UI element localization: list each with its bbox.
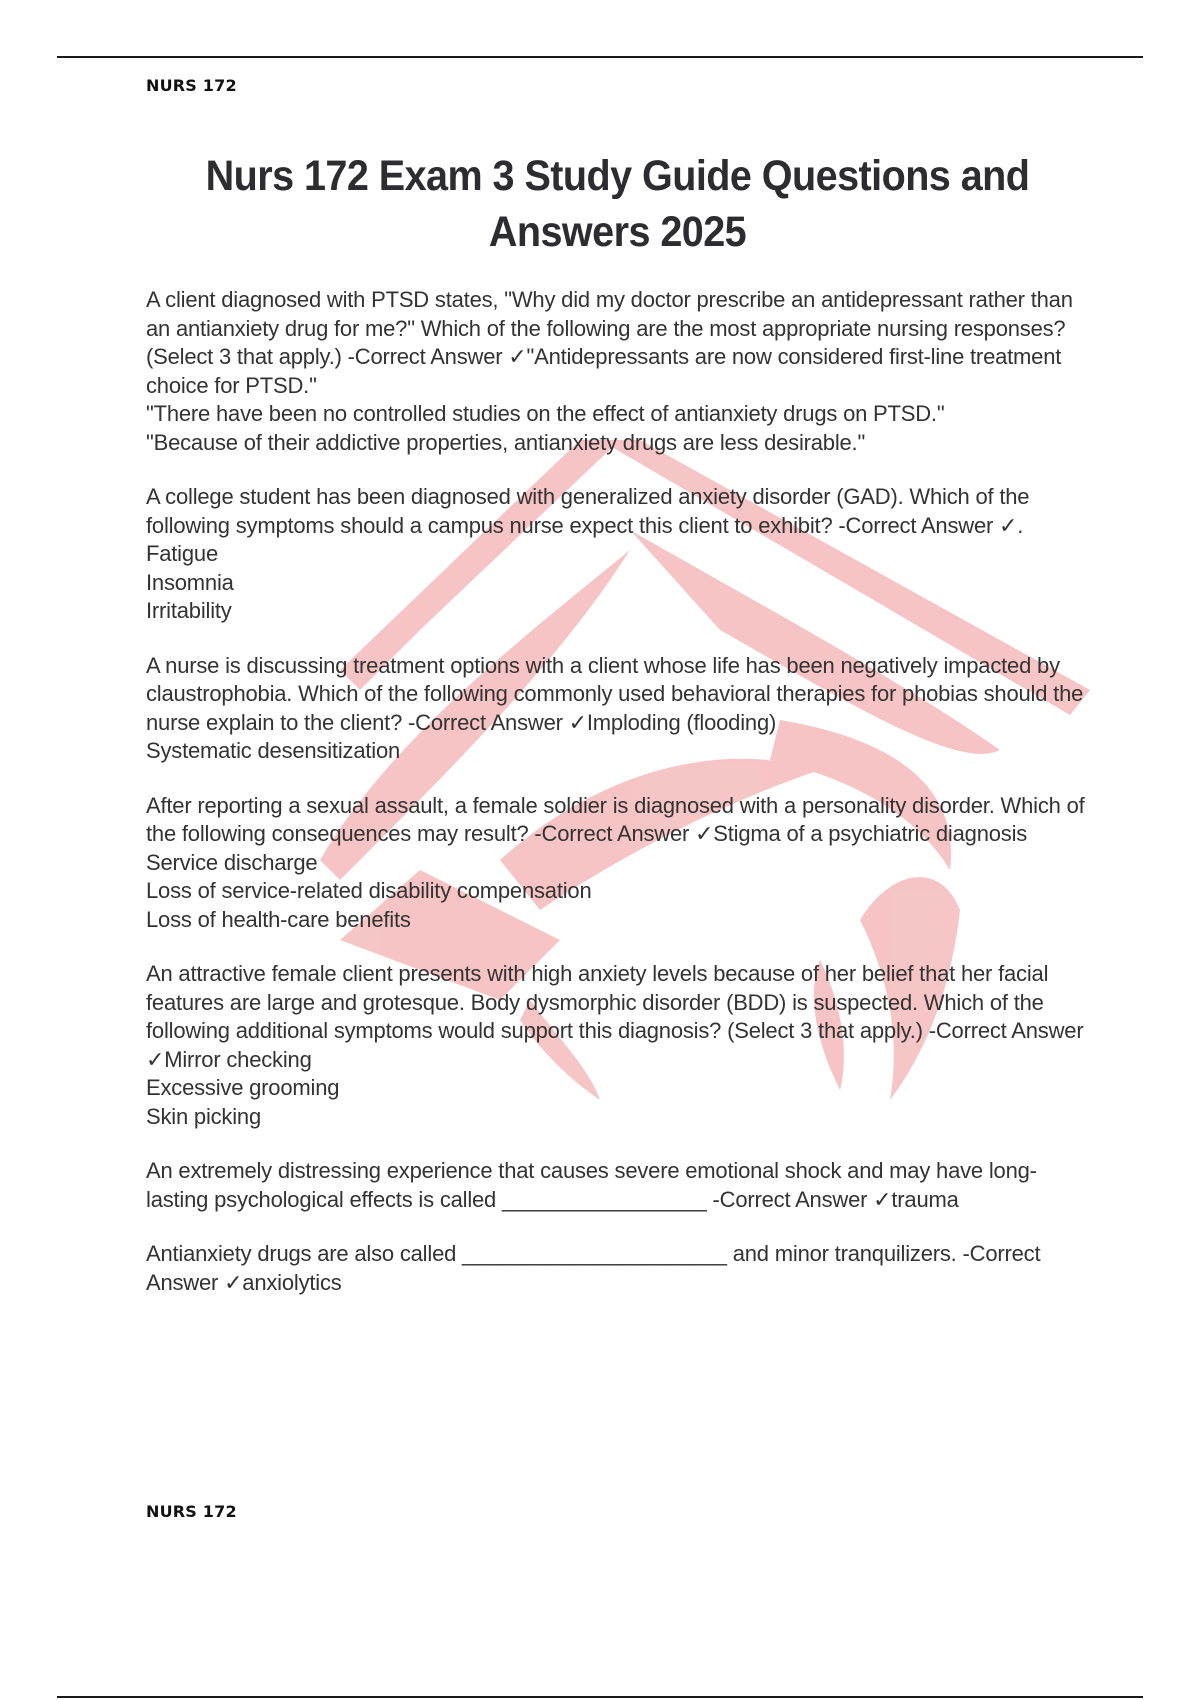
answer-line: Excessive grooming [146, 1075, 340, 1100]
answer-line: Insomnia [146, 569, 234, 595]
document-title [178, 148, 1057, 260]
question-text: An attractive female client presents with high anxiety levels because of her belief that her facial features are large and grotesque. Body dysmorphic disorder (BDD) is suspected. Which of the following additional symptoms would support this diagnosis? (Select 3 that apply.) -Correct Answer ✓Mirror checking [146, 961, 1084, 1072]
qa-item [146, 1240, 1096, 1297]
qa-item [146, 483, 1096, 626]
qa-item [146, 792, 1096, 935]
top-rule [57, 56, 1143, 58]
running-header: NURS 172 [146, 76, 237, 95]
answer-line: Loss of service-related disability compensation [146, 878, 592, 903]
running-footer: NURS 172 [146, 1502, 237, 1521]
answer-line: Loss of health-care benefits [146, 906, 411, 932]
question-text: After reporting a sexual assault, a female soldier is diagnosed with a personality disorder. Which of the following consequences may result? -Correct Answer ✓Stigma of a psychiatric diagnosis [146, 792, 1085, 846]
title-line-2: Answers 2025 [488, 208, 747, 256]
question-text: A client diagnosed with PTSD states, "Why did my doctor prescribe an antidepressant rather than an antianxiety drug for me?" Which of the following are the most appropriate nursing responses? (Select 3 that apply.) -Correct Answer ✓"Antidepressants are now considered first-line treatment choice for PTSD." [146, 287, 1073, 398]
answer-line: "Because of their addictive properties, antianxiety drugs are less desirable." [146, 429, 866, 455]
question-text: A college student has been diagnosed with generalized anxiety disorder (GAD). Which of the following symptoms should a campus nurse expect this client to exhibit? -Correct Answer ✓. Fatigue [146, 484, 1030, 566]
qa-item [146, 652, 1096, 766]
qa-list [146, 286, 1096, 1323]
question-text: A nurse is discussing treatment options with a client whose life has been negatively impacted by claustrophobia. Which of the following commonly used behavioral therapies for phobias should the nurse explain to the client? -Correct Answer ✓Imploding (flooding) [146, 652, 1084, 735]
question-text: An extremely distressing experience that causes severe emotional shock and may have long-lasting psychological effects is called _________________ -Correct Answer ✓trauma [146, 1158, 1037, 1212]
title-line-1: Nurs 172 Exam 3 Study Guide Questions and [205, 152, 1030, 200]
answer-line: Systematic desensitization [146, 738, 401, 763]
qa-item [146, 960, 1096, 1131]
bottom-rule [57, 1696, 1143, 1698]
answer-line: "There have been no controlled studies on the effect of antianxiety drugs on PTSD." [146, 401, 945, 426]
qa-item [146, 286, 1096, 457]
qa-item [146, 1157, 1096, 1214]
answer-line: Service discharge [146, 849, 318, 875]
answer-line: Irritability [146, 598, 232, 623]
answer-line: Skin picking [146, 1103, 261, 1129]
question-text: Antianxiety drugs are also called ______________________ and minor tranquilizers. -Correct Answer ✓anxiolytics [146, 1241, 1041, 1295]
